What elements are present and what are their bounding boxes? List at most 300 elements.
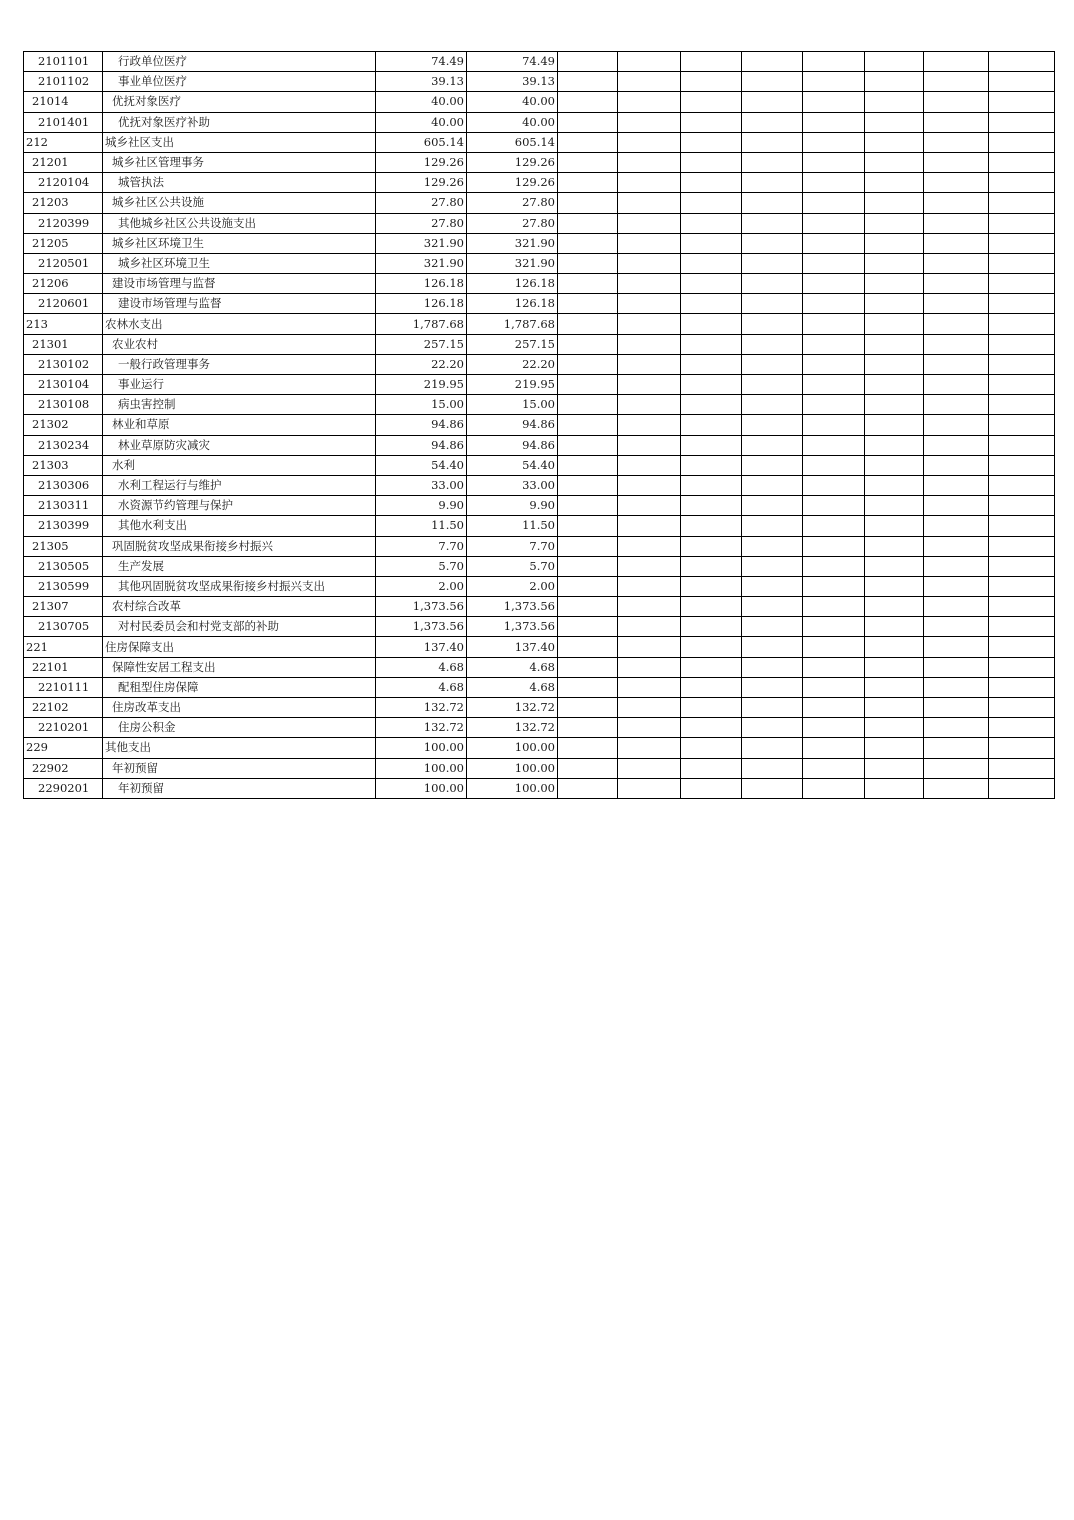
subject-name-cell: 生产发展: [103, 556, 376, 576]
basic-expenditure-cell: 22.20: [467, 354, 558, 374]
table-row: [24, 637, 1055, 657]
subject-code-cell: 22902: [24, 758, 103, 778]
total-amount-cell: 1,373.56: [376, 597, 467, 617]
table-row: [24, 475, 1055, 495]
total-amount-cell: 137.40: [376, 637, 467, 657]
total-amount-cell: 39.13: [376, 72, 467, 92]
empty-cell: [865, 314, 924, 334]
empty-cell: [865, 132, 924, 152]
empty-cell: [681, 294, 742, 314]
subject-name-cell: 优抚对象医疗补助: [103, 112, 376, 132]
empty-cell: [865, 92, 924, 112]
basic-expenditure-cell: 5.70: [467, 556, 558, 576]
empty-cell: [989, 52, 1055, 72]
basic-expenditure-cell: 132.72: [467, 698, 558, 718]
empty-cell: [742, 173, 803, 193]
empty-cell: [865, 496, 924, 516]
basic-expenditure-cell: 9.90: [467, 496, 558, 516]
empty-cell: [558, 152, 618, 172]
empty-cell: [924, 455, 989, 475]
empty-cell: [742, 193, 803, 213]
empty-cell: [924, 536, 989, 556]
table-row: [24, 253, 1055, 273]
budget-expenditure-table: [23, 51, 1055, 799]
empty-cell: [742, 375, 803, 395]
table-row: [24, 657, 1055, 677]
empty-cell: [924, 274, 989, 294]
empty-cell: [681, 597, 742, 617]
subject-name-cell: 一般行政管理事务: [103, 354, 376, 374]
empty-cell: [989, 375, 1055, 395]
subject-name-cell: 建设市场管理与监督: [103, 294, 376, 314]
empty-cell: [865, 52, 924, 72]
empty-cell: [742, 475, 803, 495]
basic-expenditure-cell: 94.86: [467, 435, 558, 455]
subject-name-cell: 其他巩固脱贫攻坚成果衔接乡村振兴支出: [103, 576, 376, 596]
empty-cell: [618, 112, 681, 132]
subject-code-cell: 21302: [24, 415, 103, 435]
empty-cell: [618, 576, 681, 596]
subject-name-cell: 事业运行: [103, 375, 376, 395]
empty-cell: [558, 556, 618, 576]
empty-cell: [558, 637, 618, 657]
subject-code-cell: 221: [24, 637, 103, 657]
basic-expenditure-cell: 4.68: [467, 677, 558, 697]
empty-cell: [618, 516, 681, 536]
empty-cell: [681, 375, 742, 395]
empty-cell: [803, 435, 865, 455]
subject-name-cell: 对村民委员会和村党支部的补助: [103, 617, 376, 637]
empty-cell: [865, 294, 924, 314]
empty-cell: [618, 657, 681, 677]
empty-cell: [989, 314, 1055, 334]
empty-cell: [618, 92, 681, 112]
empty-cell: [618, 233, 681, 253]
empty-cell: [681, 334, 742, 354]
empty-cell: [924, 253, 989, 273]
empty-cell: [989, 496, 1055, 516]
empty-cell: [803, 536, 865, 556]
empty-cell: [865, 375, 924, 395]
empty-cell: [618, 213, 681, 233]
empty-cell: [742, 738, 803, 758]
subject-name-cell: 水利工程运行与维护: [103, 475, 376, 495]
empty-cell: [924, 233, 989, 253]
subject-code-cell: 2130599: [24, 576, 103, 596]
empty-cell: [742, 253, 803, 273]
empty-cell: [558, 72, 618, 92]
subject-name-cell: 其他城乡社区公共设施支出: [103, 213, 376, 233]
subject-name-cell: 年初预留: [103, 758, 376, 778]
subject-code-cell: 2130311: [24, 496, 103, 516]
subject-code-cell: 21307: [24, 597, 103, 617]
subject-code-cell: 2101101: [24, 52, 103, 72]
empty-cell: [803, 72, 865, 92]
subject-code-cell: 21014: [24, 92, 103, 112]
total-amount-cell: 22.20: [376, 354, 467, 374]
empty-cell: [558, 415, 618, 435]
empty-cell: [742, 395, 803, 415]
subject-code-cell: 22102: [24, 698, 103, 718]
empty-cell: [803, 253, 865, 273]
empty-cell: [618, 778, 681, 798]
empty-cell: [742, 778, 803, 798]
basic-expenditure-cell: 137.40: [467, 637, 558, 657]
subject-name-cell: 病虫害控制: [103, 395, 376, 415]
empty-cell: [618, 435, 681, 455]
empty-cell: [558, 576, 618, 596]
subject-name-cell: 住房改革支出: [103, 698, 376, 718]
empty-cell: [803, 233, 865, 253]
empty-cell: [558, 657, 618, 677]
empty-cell: [924, 435, 989, 455]
table-row: [24, 778, 1055, 798]
empty-cell: [803, 475, 865, 495]
subject-name-cell: 林业和草原: [103, 415, 376, 435]
empty-cell: [803, 597, 865, 617]
subject-name-cell: 城乡社区支出: [103, 132, 376, 152]
table-row: [24, 516, 1055, 536]
total-amount-cell: 126.18: [376, 294, 467, 314]
subject-name-cell: 其他支出: [103, 738, 376, 758]
empty-cell: [618, 152, 681, 172]
empty-cell: [618, 758, 681, 778]
empty-cell: [618, 354, 681, 374]
empty-cell: [989, 576, 1055, 596]
empty-cell: [989, 657, 1055, 677]
empty-cell: [681, 274, 742, 294]
basic-expenditure-cell: 100.00: [467, 738, 558, 758]
empty-cell: [742, 597, 803, 617]
empty-cell: [681, 112, 742, 132]
subject-code-cell: 21305: [24, 536, 103, 556]
basic-expenditure-cell: 605.14: [467, 132, 558, 152]
total-amount-cell: 7.70: [376, 536, 467, 556]
empty-cell: [865, 778, 924, 798]
total-amount-cell: 4.68: [376, 677, 467, 697]
subject-code-cell: 21206: [24, 274, 103, 294]
empty-cell: [742, 496, 803, 516]
empty-cell: [989, 354, 1055, 374]
empty-cell: [924, 576, 989, 596]
basic-expenditure-cell: 126.18: [467, 274, 558, 294]
empty-cell: [865, 72, 924, 92]
empty-cell: [618, 677, 681, 697]
empty-cell: [803, 455, 865, 475]
empty-cell: [558, 738, 618, 758]
empty-cell: [989, 253, 1055, 273]
basic-expenditure-cell: 2.00: [467, 576, 558, 596]
total-amount-cell: 94.86: [376, 435, 467, 455]
empty-cell: [803, 576, 865, 596]
empty-cell: [681, 738, 742, 758]
table-row: [24, 375, 1055, 395]
subject-name-cell: 林业草原防灾减灾: [103, 435, 376, 455]
empty-cell: [681, 152, 742, 172]
empty-cell: [742, 657, 803, 677]
table-row: [24, 435, 1055, 455]
subject-code-cell: 21203: [24, 193, 103, 213]
empty-cell: [742, 112, 803, 132]
empty-cell: [865, 718, 924, 738]
empty-cell: [558, 173, 618, 193]
empty-cell: [742, 758, 803, 778]
empty-cell: [803, 657, 865, 677]
empty-cell: [865, 253, 924, 273]
subject-code-cell: 2130399: [24, 516, 103, 536]
basic-expenditure-cell: 1,373.56: [467, 597, 558, 617]
empty-cell: [681, 758, 742, 778]
empty-cell: [865, 677, 924, 697]
subject-code-cell: 2101401: [24, 112, 103, 132]
subject-name-cell: 城乡社区管理事务: [103, 152, 376, 172]
empty-cell: [924, 698, 989, 718]
empty-cell: [618, 698, 681, 718]
empty-cell: [865, 516, 924, 536]
empty-cell: [989, 637, 1055, 657]
empty-cell: [924, 152, 989, 172]
empty-cell: [742, 415, 803, 435]
empty-cell: [681, 415, 742, 435]
empty-cell: [681, 475, 742, 495]
empty-cell: [618, 395, 681, 415]
empty-cell: [558, 334, 618, 354]
empty-cell: [865, 354, 924, 374]
table-row: [24, 677, 1055, 697]
table-row: [24, 576, 1055, 596]
empty-cell: [742, 274, 803, 294]
empty-cell: [803, 213, 865, 233]
empty-cell: [681, 718, 742, 738]
empty-cell: [989, 112, 1055, 132]
empty-cell: [618, 617, 681, 637]
subject-code-cell: 21201: [24, 152, 103, 172]
empty-cell: [558, 274, 618, 294]
subject-code-cell: 2120601: [24, 294, 103, 314]
empty-cell: [924, 213, 989, 233]
empty-cell: [681, 455, 742, 475]
total-amount-cell: 257.15: [376, 334, 467, 354]
table-row: [24, 112, 1055, 132]
empty-cell: [618, 536, 681, 556]
basic-expenditure-cell: 321.90: [467, 253, 558, 273]
empty-cell: [989, 92, 1055, 112]
empty-cell: [865, 233, 924, 253]
subject-name-cell: 配租型住房保障: [103, 677, 376, 697]
empty-cell: [558, 516, 618, 536]
empty-cell: [989, 617, 1055, 637]
basic-expenditure-cell: 1,787.68: [467, 314, 558, 334]
empty-cell: [989, 516, 1055, 536]
empty-cell: [989, 193, 1055, 213]
empty-cell: [989, 213, 1055, 233]
empty-cell: [803, 314, 865, 334]
subject-name-cell: 农村综合改革: [103, 597, 376, 617]
subject-name-cell: 城乡社区环境卫生: [103, 253, 376, 273]
basic-expenditure-cell: 219.95: [467, 375, 558, 395]
empty-cell: [803, 92, 865, 112]
empty-cell: [924, 132, 989, 152]
total-amount-cell: 94.86: [376, 415, 467, 435]
empty-cell: [924, 778, 989, 798]
empty-cell: [618, 738, 681, 758]
empty-cell: [742, 677, 803, 697]
empty-cell: [742, 92, 803, 112]
empty-cell: [989, 415, 1055, 435]
empty-cell: [803, 152, 865, 172]
total-amount-cell: 219.95: [376, 375, 467, 395]
empty-cell: [924, 637, 989, 657]
empty-cell: [865, 758, 924, 778]
subject-name-cell: 住房保障支出: [103, 637, 376, 657]
table-row: [24, 92, 1055, 112]
empty-cell: [558, 213, 618, 233]
table-body: [24, 52, 1055, 799]
basic-expenditure-cell: 33.00: [467, 475, 558, 495]
empty-cell: [558, 193, 618, 213]
empty-cell: [681, 617, 742, 637]
empty-cell: [803, 738, 865, 758]
total-amount-cell: 33.00: [376, 475, 467, 495]
basic-expenditure-cell: 39.13: [467, 72, 558, 92]
subject-code-cell: 212: [24, 132, 103, 152]
empty-cell: [989, 152, 1055, 172]
empty-cell: [558, 253, 618, 273]
basic-expenditure-cell: 27.80: [467, 213, 558, 233]
table-row: [24, 758, 1055, 778]
empty-cell: [742, 617, 803, 637]
empty-cell: [865, 576, 924, 596]
empty-cell: [558, 435, 618, 455]
empty-cell: [924, 395, 989, 415]
table-row: [24, 415, 1055, 435]
subject-code-cell: 22101: [24, 657, 103, 677]
total-amount-cell: 15.00: [376, 395, 467, 415]
empty-cell: [681, 314, 742, 334]
empty-cell: [865, 738, 924, 758]
basic-expenditure-cell: 15.00: [467, 395, 558, 415]
total-amount-cell: 40.00: [376, 112, 467, 132]
empty-cell: [865, 173, 924, 193]
empty-cell: [742, 72, 803, 92]
empty-cell: [681, 778, 742, 798]
total-amount-cell: 100.00: [376, 758, 467, 778]
empty-cell: [989, 597, 1055, 617]
empty-cell: [865, 617, 924, 637]
empty-cell: [681, 677, 742, 697]
empty-cell: [681, 213, 742, 233]
empty-cell: [618, 334, 681, 354]
empty-cell: [618, 455, 681, 475]
empty-cell: [865, 213, 924, 233]
empty-cell: [803, 556, 865, 576]
empty-cell: [989, 718, 1055, 738]
subject-code-cell: 21303: [24, 455, 103, 475]
empty-cell: [865, 435, 924, 455]
empty-cell: [558, 455, 618, 475]
empty-cell: [989, 395, 1055, 415]
empty-cell: [924, 354, 989, 374]
subject-name-cell: 保障性安居工程支出: [103, 657, 376, 677]
empty-cell: [742, 314, 803, 334]
empty-cell: [803, 677, 865, 697]
empty-cell: [618, 294, 681, 314]
empty-cell: [742, 556, 803, 576]
table-row: [24, 72, 1055, 92]
subject-code-cell: 2130234: [24, 435, 103, 455]
empty-cell: [742, 213, 803, 233]
subject-code-cell: 2130104: [24, 375, 103, 395]
empty-cell: [681, 698, 742, 718]
empty-cell: [681, 576, 742, 596]
table-row: [24, 738, 1055, 758]
empty-cell: [865, 274, 924, 294]
total-amount-cell: 74.49: [376, 52, 467, 72]
empty-cell: [742, 536, 803, 556]
empty-cell: [618, 173, 681, 193]
table-row: [24, 173, 1055, 193]
empty-cell: [558, 597, 618, 617]
basic-expenditure-cell: 94.86: [467, 415, 558, 435]
subject-name-cell: 城乡社区环境卫生: [103, 233, 376, 253]
empty-cell: [924, 193, 989, 213]
empty-cell: [558, 375, 618, 395]
table-row: [24, 274, 1055, 294]
empty-cell: [803, 698, 865, 718]
total-amount-cell: 5.70: [376, 556, 467, 576]
empty-cell: [742, 516, 803, 536]
empty-cell: [558, 354, 618, 374]
empty-cell: [742, 334, 803, 354]
empty-cell: [618, 556, 681, 576]
basic-expenditure-cell: 27.80: [467, 193, 558, 213]
empty-cell: [989, 778, 1055, 798]
table-row: [24, 617, 1055, 637]
empty-cell: [924, 314, 989, 334]
total-amount-cell: 132.72: [376, 698, 467, 718]
empty-cell: [803, 637, 865, 657]
subject-code-cell: 229: [24, 738, 103, 758]
subject-code-cell: 2210201: [24, 718, 103, 738]
empty-cell: [681, 395, 742, 415]
empty-cell: [924, 112, 989, 132]
empty-cell: [742, 698, 803, 718]
subject-name-cell: 农林水支出: [103, 314, 376, 334]
empty-cell: [742, 435, 803, 455]
empty-cell: [924, 173, 989, 193]
total-amount-cell: 129.26: [376, 152, 467, 172]
empty-cell: [924, 657, 989, 677]
basic-expenditure-cell: 321.90: [467, 233, 558, 253]
subject-name-cell: 农业农村: [103, 334, 376, 354]
empty-cell: [803, 395, 865, 415]
empty-cell: [618, 253, 681, 273]
subject-code-cell: 2120501: [24, 253, 103, 273]
empty-cell: [558, 314, 618, 334]
empty-cell: [865, 536, 924, 556]
empty-cell: [681, 435, 742, 455]
empty-cell: [803, 778, 865, 798]
empty-cell: [558, 536, 618, 556]
empty-cell: [558, 677, 618, 697]
empty-cell: [989, 334, 1055, 354]
basic-expenditure-cell: 132.72: [467, 718, 558, 738]
total-amount-cell: 40.00: [376, 92, 467, 112]
basic-expenditure-cell: 1,373.56: [467, 617, 558, 637]
empty-cell: [681, 173, 742, 193]
empty-cell: [558, 496, 618, 516]
empty-cell: [618, 475, 681, 495]
